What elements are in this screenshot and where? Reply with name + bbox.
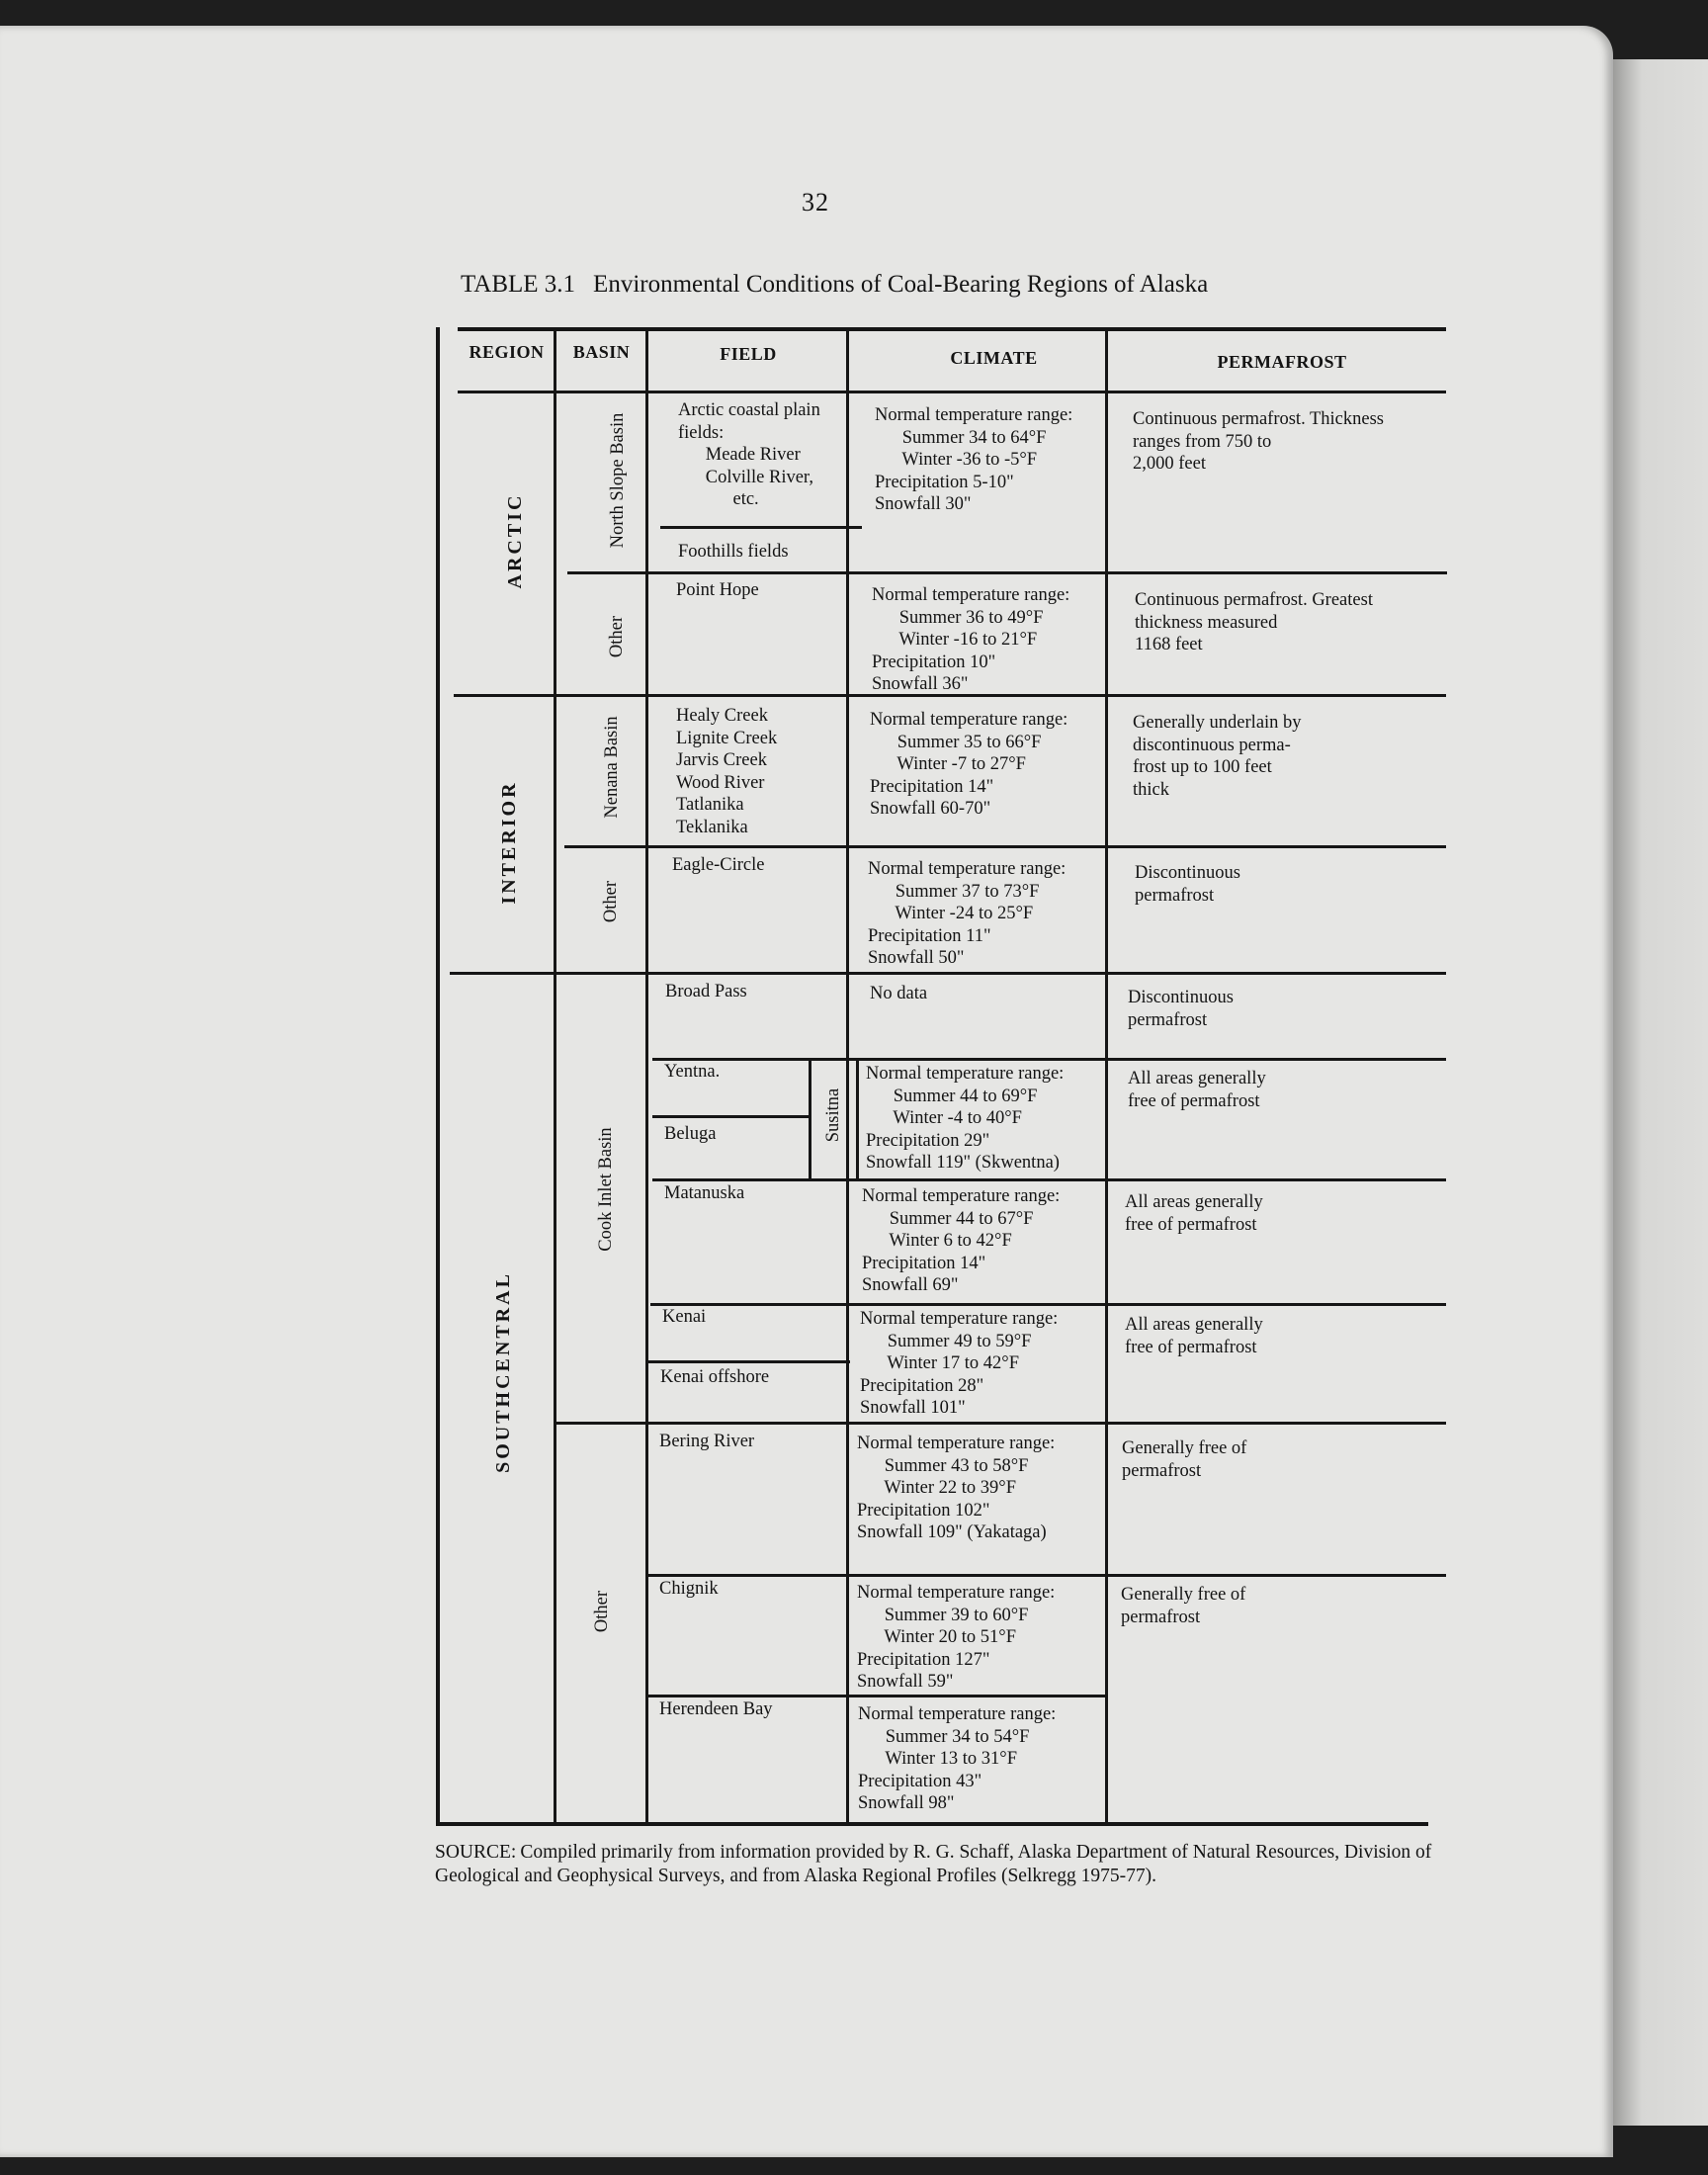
field-eagle-circle: Eagle-Circle <box>672 855 765 875</box>
rule-arctic-coastal-bottom <box>660 526 862 529</box>
field-point-hope: Point Hope <box>676 580 759 600</box>
basin-nenana: Nenana Basin <box>602 716 622 819</box>
permafrost-bering-river: Generally free of permafrost <box>1122 1438 1247 1481</box>
page-number: 32 <box>802 188 829 217</box>
permafrost-north-slope: Continuous permafrost. Thickness ranges from 750 to 2,000 feet <box>1133 409 1385 474</box>
rule-field-climate <box>846 327 849 1824</box>
rule-basin-field <box>645 327 648 1824</box>
header-climate: CLIMATE <box>950 348 1038 368</box>
field-kenai: Kenai <box>662 1307 707 1327</box>
climate-nenana: Normal temperature range: Summer 35 to 66°F Winter -7 to 27°F Precipitation 14" Snowfall 60-70" <box>870 710 1068 819</box>
source-label: SOURCE: <box>435 1842 517 1863</box>
rule-table-left <box>436 327 440 1825</box>
climate-susitna: Normal temperature range: Summer 44 to 69°F Winter -4 to 40°F Precipitation 29" Snowfall 119" (Skwentna) <box>866 1064 1065 1173</box>
rule-susitna-right <box>856 1058 859 1181</box>
basin-cook-inlet: Cook Inlet Basin <box>596 1127 616 1252</box>
permafrost-chignik-herendeen: Generally free of permafrost <box>1121 1585 1246 1627</box>
field-yentna: Yentna. <box>664 1062 721 1082</box>
permafrost-broad-pass: Discontinuous permafrost <box>1128 988 1234 1030</box>
source-note <box>435 1841 1453 1888</box>
climate-eagle-circle: Normal temperature range: Summer 37 to 73°F Winter -24 to 25°F Precipitation 11" Snowfall 50" <box>868 859 1067 968</box>
rule-kenai-bottom <box>648 1360 850 1363</box>
rule-yentna-bottom <box>652 1115 811 1118</box>
table-top-rule <box>458 327 1446 331</box>
basin-north-slope: North Slope Basin <box>608 412 628 549</box>
rule-susitna-bottom <box>652 1178 1446 1181</box>
basin-susitna: Susitna <box>823 1088 843 1143</box>
rule-climate-permafrost <box>1105 327 1108 1824</box>
basin-southcentral-other: Other <box>592 1590 612 1633</box>
field-foothills: Foothills fields <box>678 542 789 562</box>
rule-cook-inlet-bottom <box>554 1422 1446 1425</box>
climate-north-slope: Normal temperature range: Summer 34 to 64°F Winter -36 to -5°F Precipitation 5-10" Snowfall 30" <box>875 405 1073 514</box>
header-basin: BASIN <box>572 342 631 362</box>
field-broad-pass: Broad Pass <box>665 982 747 1001</box>
field-chignik: Chignik <box>659 1579 719 1599</box>
header-field: FIELD <box>720 344 777 364</box>
rule-broad-pass-bottom <box>652 1058 1446 1061</box>
rule-matanuska-bottom <box>650 1303 1446 1306</box>
rule-nenana-bottom <box>564 845 1446 848</box>
rule-north-slope-bottom <box>567 571 1447 574</box>
region-interior: INTERIOR <box>498 780 520 905</box>
rule-interior-bottom <box>450 972 1446 975</box>
permafrost-point-hope: Continuous permafrost. Greatest thickness measured 1168 feet <box>1135 590 1373 654</box>
table-title-text: Environmental Conditions of Coal-Bearing Regions of Alaska <box>593 271 1209 298</box>
header-permafrost: PERMAFROST <box>1217 352 1347 372</box>
table-bottom-rule <box>436 1822 1428 1826</box>
climate-broad-pass: No data <box>870 984 928 1003</box>
climate-chignik: Normal temperature range: Summer 39 to 60°F Winter 20 to 51°F Precipitation 127" Snowfall 59" <box>857 1583 1056 1692</box>
climate-kenai: Normal temperature range: Summer 49 to 59°F Winter 17 to 42°F Precipitation 28" Snowfall 101" <box>860 1309 1059 1418</box>
climate-point-hope: Normal temperature range: Summer 36 to 49°F Winter -16 to 21°F Precipitation 10" Snowfall 36" <box>872 585 1070 694</box>
field-beluga: Beluga <box>664 1124 717 1144</box>
field-herendeen-bay: Herendeen Bay <box>659 1699 773 1719</box>
region-arctic: ARCTIC <box>504 492 526 589</box>
permafrost-matanuska: All areas generally free of permafrost <box>1125 1192 1263 1235</box>
climate-bering-river: Normal temperature range: Summer 43 to 58°F Winter 22 to 39°F Precipitation 102" Snowfall 109" (Yakataga) <box>857 1434 1056 1542</box>
source-text: Compiled primarily from information provided by R. G. Schaff, Alaska Department of Natural Resources, Division of Geological and Geophysical Surveys, and from Alaska Regional Profiles (Selkregg 1975-77). <box>435 1842 1432 1886</box>
rule-region-basin <box>554 327 556 1824</box>
header-region: REGION <box>469 342 545 362</box>
permafrost-susitna: All areas generally free of permafrost <box>1128 1069 1266 1111</box>
field-kenai-offshore: Kenai offshore <box>660 1367 770 1387</box>
permafrost-nenana: Generally underlain by discontinuous perma- frost up to 100 feet thick <box>1133 713 1302 800</box>
permafrost-eagle-circle: Discontinuous permafrost <box>1135 863 1240 906</box>
rule-susitna-left <box>809 1058 811 1181</box>
field-arctic-coastal: Arctic coastal plain fields: Meade River Colville River, etc. <box>678 400 820 509</box>
climate-herendeen-bay: Normal temperature range: Summer 34 to 54°F Winter 13 to 31°F Precipitation 43" Snowfall 98" <box>858 1704 1057 1813</box>
basin-interior-other: Other <box>601 880 621 923</box>
header-bottom-rule <box>458 391 1446 393</box>
rule-bering-river-bottom <box>646 1574 1446 1577</box>
field-matanuska: Matanuska <box>664 1183 745 1203</box>
region-southcentral: SOUTHCENTRAL <box>492 1271 514 1473</box>
permafrost-kenai: All areas generally free of permafrost <box>1125 1315 1263 1357</box>
rule-chignik-bottom <box>646 1695 1107 1697</box>
climate-matanuska: Normal temperature range: Summer 44 to 67°F Winter 6 to 42°F Precipitation 14" Snowfall 69" <box>862 1186 1061 1295</box>
field-nenana: Healy Creek Lignite Creek Jarvis Creek Wood River Tatlanika Teklanika <box>676 706 778 837</box>
field-bering-river: Bering River <box>659 1432 755 1451</box>
table-label: TABLE 3.1 <box>461 271 576 298</box>
basin-arctic-other: Other <box>607 615 627 658</box>
